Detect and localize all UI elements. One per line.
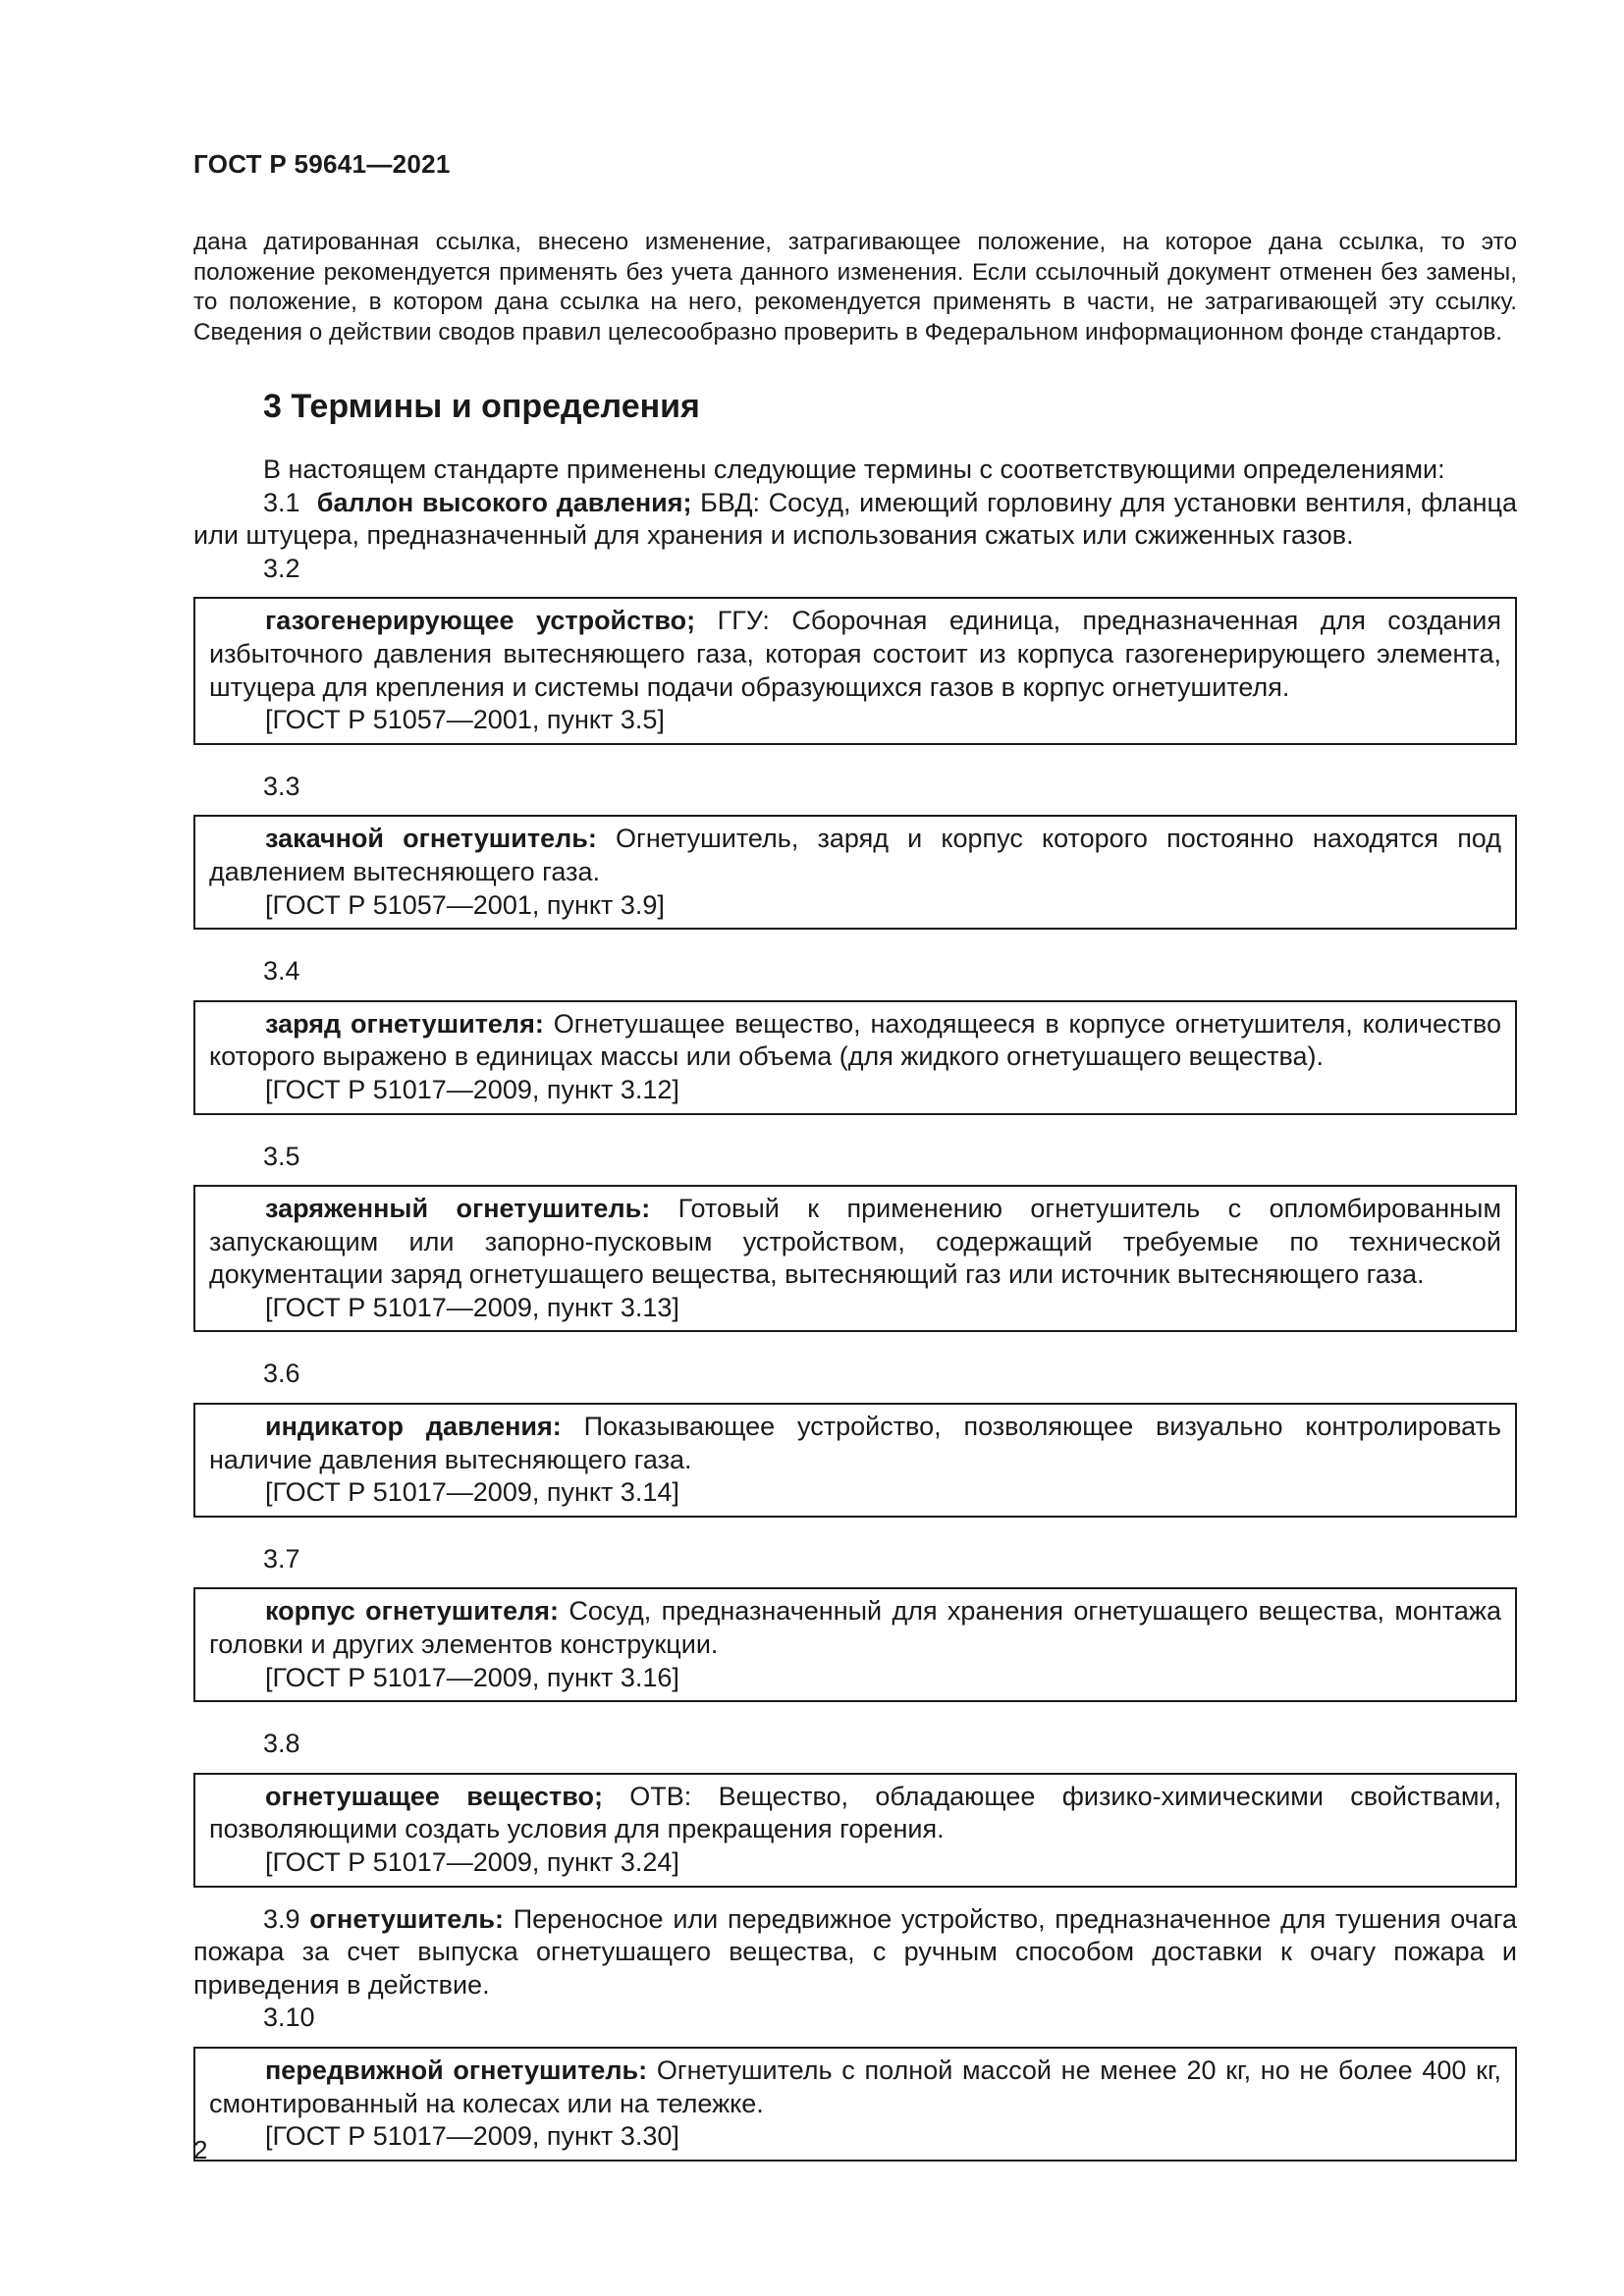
term-number-3-5: 3.5 — [263, 1141, 300, 1171]
term-number-3-8: 3.8 — [263, 1729, 300, 1759]
term-source: [ГОСТ Р 51017—2009, пункт 3.14] — [265, 1477, 679, 1508]
term-definition: Готовый к применению огнетушитель с опломбированным запускающим или запорно-пусковым устройством, содержащий требуемые по технической документации заряд огнетушащего вещества, вытесняющий газ или источник вытесняющего газа. — [209, 1194, 1502, 1290]
term-name: корпус огнетушителя: — [265, 1596, 560, 1627]
term-entry-3-9 — [193, 1903, 1517, 2002]
page-number: 2 — [193, 2135, 208, 2164]
term-number: 3.1 — [263, 487, 300, 517]
term-name: огнетушащее вещество; — [265, 1781, 603, 1811]
term-definition-line — [209, 1781, 1501, 1846]
term-source: [ГОСТ Р 51017—2009, пункт 3.12] — [265, 1074, 679, 1104]
term-source: [ГОСТ Р 51057—2001, пункт 3.5] — [265, 705, 665, 735]
term-definition-line — [209, 605, 1501, 704]
term-number-3-2: 3.2 — [263, 553, 300, 583]
term-abbr: ОТВ: — [629, 1781, 692, 1811]
term-abbr: ГГУ: — [717, 606, 770, 636]
term-definition: Показывающее устройство, позволяющее визуально контролировать наличие давления вытесняющего газа. — [209, 1412, 1501, 1474]
term-definition: Переносное или передвижное устройство, предназначенное для тушения очага пожара за счет выпуска огнетушащего вещества, с ручным способом доставки к очагу пожара и приведения в действие. — [193, 1903, 1517, 2000]
term-source: [ГОСТ Р 51017—2009, пункт 3.24] — [265, 1847, 679, 1877]
term-definition: Сосуд, имеющий горловину для установки вентиля, фланца или штуцера, предназначенный для хранения и использования сжатых или сжиженных газов. — [193, 487, 1517, 551]
term-number-3-10: 3.10 — [263, 2002, 315, 2033]
term-definition: Огнетушитель с полной массой не менее 20 кг, но не более 400 кг, смонтированный на колесах или на тележке. — [209, 2055, 1501, 2118]
term-definition-line — [209, 1008, 1501, 1074]
term-name: газогенерирующее устройство; — [265, 606, 696, 636]
term-definition: Вещество, обладающее физико-химическими свойствами, позволяющими создать условия для прекращения горения. — [209, 1781, 1501, 1844]
document-code-header: ГОСТ Р 59641—2021 — [193, 149, 451, 179]
terms-body — [193, 454, 1517, 2187]
term-definition-line — [209, 2055, 1501, 2120]
term-box-3-4 — [193, 1000, 1517, 1115]
term-name: закачной огнетушитель: — [265, 824, 597, 854]
term-definition: Огнетушащее вещество, находящееся в корпусе огнетушителя, количество которого выражено в единицах массы или объема (для жидкого огнетушащего вещества). — [209, 1008, 1501, 1072]
term-box-3-7 — [193, 1587, 1517, 1702]
term-box-3-5 — [193, 1185, 1517, 1332]
term-name: баллон высокого давления; — [316, 487, 692, 517]
term-number-3-7: 3.7 — [263, 1543, 300, 1574]
section-lead: В настоящем стандарте применены следующие термины с соответствующими определениями: — [263, 454, 1445, 484]
term-source: [ГОСТ Р 51017—2009, пункт 3.30] — [265, 2121, 679, 2152]
term-source: [ГОСТ Р 51017—2009, пункт 3.16] — [265, 1662, 679, 1692]
term-definition: Сборочная единица, предназначенная для создания избыточного давления вытесняющего газа, которая состоит из корпуса газогенерирующего элемента, штуцера для крепления и системы подачи образующихся газов в корпус огнетушителя. — [209, 606, 1501, 702]
term-number: 3.9 — [263, 1903, 300, 1934]
term-number-3-6: 3.6 — [263, 1359, 300, 1389]
term-entry-3-1 — [193, 487, 1517, 553]
term-name: индикатор давления: — [265, 1412, 562, 1442]
term-abbr: БВД: — [700, 487, 761, 517]
term-number-3-3: 3.3 — [263, 771, 300, 801]
term-source: [ГОСТ Р 51057—2001, пункт 3.9] — [265, 889, 665, 920]
term-definition-line — [209, 1595, 1501, 1661]
term-definition: Сосуд, предназначенный для хранения огнетушащего вещества, монтажа головки и других элементов конструкции. — [209, 1596, 1501, 1660]
term-box-3-8 — [193, 1773, 1517, 1888]
term-name: заряженный огнетушитель: — [265, 1194, 651, 1224]
term-box-3-3 — [193, 815, 1517, 930]
term-definition-line — [209, 823, 1501, 888]
term-definition-line — [209, 1193, 1501, 1292]
term-box-3-2 — [193, 597, 1517, 744]
term-definition: Огнетушитель, заряд и корпус которого постоянно находятся под давлением вытесняющего газа. — [209, 824, 1501, 886]
section-title: 3 Термины и определения — [263, 388, 700, 425]
term-name: огнетушитель: — [309, 1903, 504, 1934]
term-source: [ГОСТ Р 51017—2009, пункт 3.13] — [265, 1292, 679, 1322]
term-number-3-4: 3.4 — [263, 956, 300, 987]
term-box-3-6 — [193, 1403, 1517, 1518]
term-definition-line — [209, 1411, 1501, 1476]
term-box-3-10 — [193, 2047, 1517, 2162]
term-name: передвижной огнетушитель: — [265, 2055, 648, 2085]
intro-paragraph: дана датированная ссылка, внесено изменение, затрагивающее положение, на которое дана ссылка, то это положение рекомендуется применять без учета данного изменения. Если ссылочный документ отменен без замены, то положение, в котором дана ссылка на него, рекомендуется применять в части, не затрагивающей эту ссылку. Сведения о действии сводов правил целесообразно проверить в Федеральном информационном фонде стандартов. — [193, 229, 1517, 346]
term-name: заряд огнетушителя: — [265, 1008, 544, 1039]
